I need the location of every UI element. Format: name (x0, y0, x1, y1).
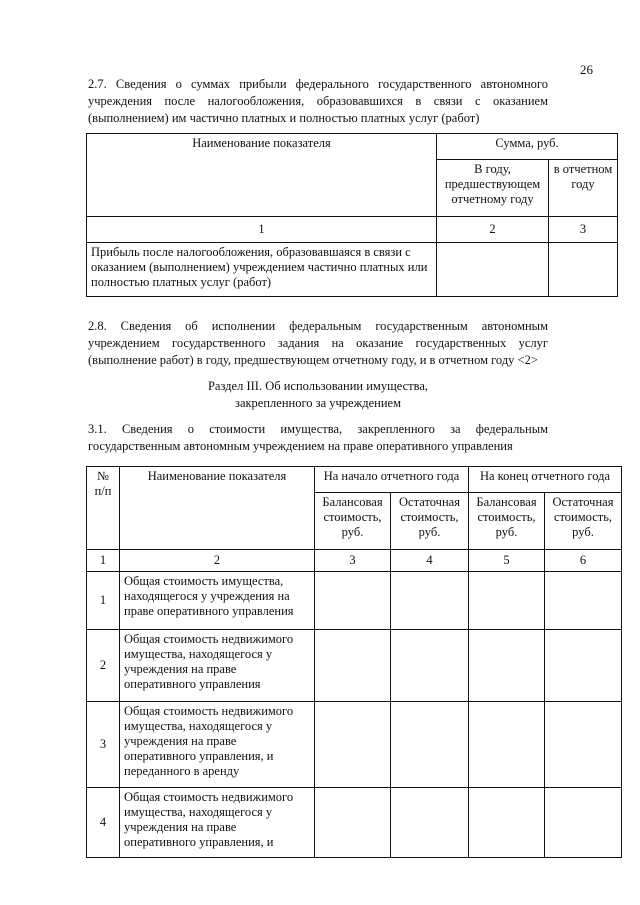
table-row (87, 702, 622, 788)
section-2-7-text (88, 76, 548, 127)
header-current-year: в отчетном году (549, 160, 618, 217)
header-start-year: На начало отчетного года (315, 467, 469, 493)
header-indicator: Наименование показателя (120, 467, 315, 550)
col-number: 1 (87, 550, 120, 572)
row-cell (469, 572, 545, 630)
table-row (87, 572, 622, 630)
row-cell (545, 702, 622, 788)
row-name: Общая стоимость недвижимого имущества, находящегося у учреждения на праве оперативного управления (120, 630, 315, 702)
table-row (87, 630, 622, 702)
row-name: Общая стоимость имущества, находящегося у учреждения на праве оперативного управления (120, 572, 315, 630)
row-name: Прибыль после налогообложения, образовавшаяся в связи с оказанием (выполнением) учреждением частично платных или полностью платных услуг (работ) (87, 243, 437, 297)
row-name: Общая стоимость недвижимого имущества, находящегося у учреждения на праве оперативного управления, и (120, 788, 315, 858)
row-cell (315, 630, 391, 702)
text-line: 2.8. Сведения об исполнении федеральным государственным автономным (88, 319, 548, 333)
col-number: 4 (391, 550, 469, 572)
row-cell (469, 630, 545, 702)
section-3-1-text (88, 421, 548, 455)
col-number: 2 (437, 217, 549, 243)
col-number: 3 (549, 217, 618, 243)
col-number: 6 (545, 550, 622, 572)
section-3-title (88, 378, 548, 412)
row-cell (315, 702, 391, 788)
row-cell (545, 630, 622, 702)
col-number: 2 (120, 550, 315, 572)
text-line: 2.7. Сведения о суммах прибыли федерального государственного автономного (88, 77, 548, 91)
row-cell (545, 788, 622, 858)
title-line: Раздел III. Об использовании имущества, (207, 379, 429, 393)
col-number: 1 (87, 217, 437, 243)
row-cell (391, 788, 469, 858)
row-value-prev (437, 243, 549, 297)
row-cell (469, 788, 545, 858)
header-residual-start: Остаточная стоимость, руб. (391, 493, 469, 550)
header-indicator: Наименование показателя (87, 134, 437, 217)
profit-table (86, 133, 618, 297)
page-number: 26 (580, 62, 593, 77)
text-line: (выполнением) им частично платных и полностью платных услуг (работ) (88, 111, 480, 125)
text-line: (выполнение работ) в году, предшествующем отчетному году, и в отчетном году <2> (88, 353, 538, 367)
row-cell (391, 630, 469, 702)
text-line: 3.1. Сведения о стоимости имущества, закрепленного за федеральным (88, 422, 548, 436)
row-cell (315, 788, 391, 858)
text-line: учреждения после налогообложения, образовавшихся в связи с оказанием (88, 94, 548, 108)
row-num: 3 (87, 702, 120, 788)
header-num: № п/п (87, 467, 120, 550)
row-cell (469, 702, 545, 788)
row-value-current (549, 243, 618, 297)
text-line: государственным автономным учреждением на праве оперативного управления (88, 439, 513, 453)
row-cell (391, 572, 469, 630)
row-num: 1 (87, 572, 120, 630)
col-number: 5 (469, 550, 545, 572)
property-value-table (86, 466, 622, 858)
header-end-year: На конец отчетного года (469, 467, 622, 493)
row-num: 2 (87, 630, 120, 702)
section-2-8-text (88, 318, 548, 369)
col-number: 3 (315, 550, 391, 572)
row-cell (545, 572, 622, 630)
row-cell (391, 702, 469, 788)
header-balance-end: Балансовая стоимость, руб. (469, 493, 545, 550)
header-sum: Сумма, руб. (437, 134, 618, 160)
row-cell (315, 572, 391, 630)
title-line: закрепленного за учреждением (235, 396, 401, 410)
header-residual-end: Остаточная стоимость, руб. (545, 493, 622, 550)
row-name: Общая стоимость недвижимого имущества, находящегося у учреждения на праве оперативного управления, и переданного в аренду (120, 702, 315, 788)
row-num: 4 (87, 788, 120, 858)
header-prev-year: В году, предшествующем отчетному году (437, 160, 549, 217)
table-row (87, 788, 622, 858)
table-row (87, 243, 618, 297)
text-line: учреждением государственного задания на оказание государственных услуг (88, 336, 548, 350)
header-balance-start: Балансовая стоимость, руб. (315, 493, 391, 550)
